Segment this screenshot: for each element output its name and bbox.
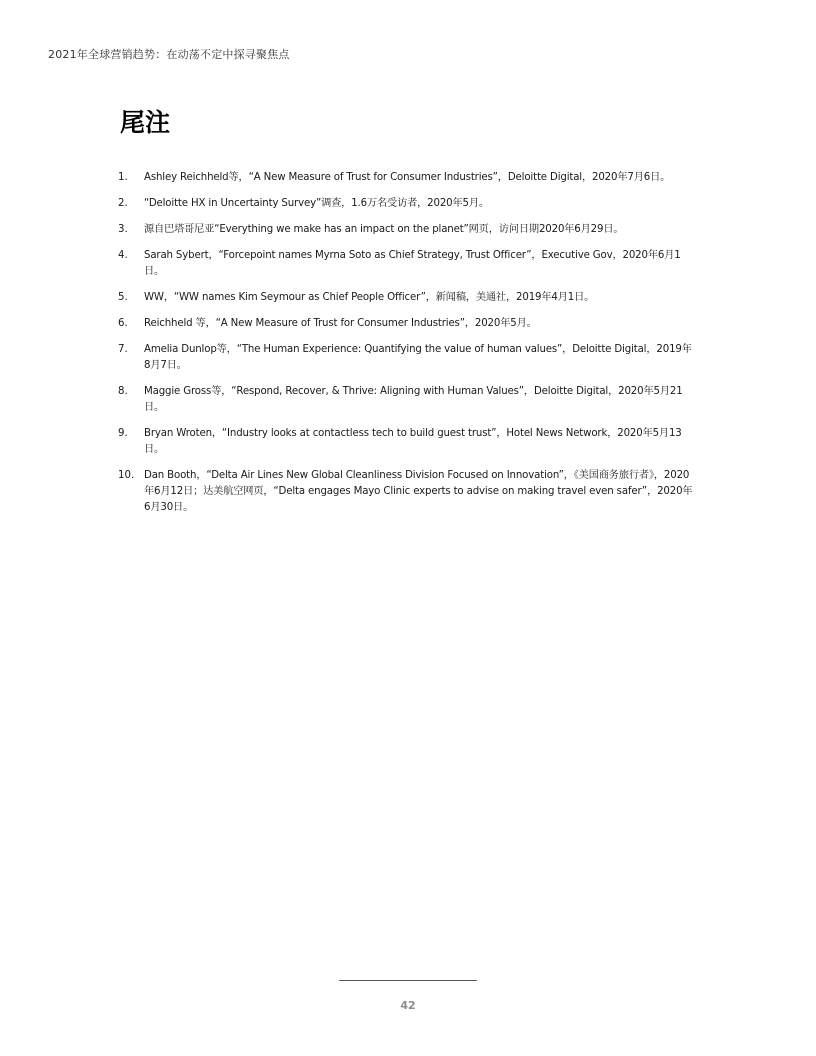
endnote-text: Sarah Sybert，“Forcepoint names Myrna Soto as Chief Strategy, Trust Officer”，Executive Gov，2020年6月1日。	[144, 250, 681, 277]
endnote-text: Bryan Wroten，“Industry looks at contactless tech to build guest trust”，Hotel News Network，2020年5月13日。	[144, 428, 682, 455]
endnote-text: Amelia Dunlop等，“The Human Experience: Quantifying the value of human values”，Deloitte Digital，2019年8月7日。	[144, 344, 692, 371]
endnote-number: 9.	[118, 428, 128, 439]
endnote-item	[118, 196, 698, 212]
endnote-number: 8.	[118, 386, 128, 397]
endnotes-list	[118, 170, 698, 526]
endnote-number: 10.	[118, 470, 135, 481]
endnote-item	[118, 248, 698, 280]
endnote-number: 6.	[118, 318, 128, 329]
endnote-number: 5.	[118, 292, 128, 303]
endnote-item	[118, 426, 698, 458]
endnote-item	[118, 342, 698, 374]
endnote-item	[118, 170, 698, 186]
page-title: 尾注	[120, 108, 171, 137]
endnote-item	[118, 468, 698, 516]
endnote-number: 3.	[118, 224, 128, 235]
endnote-item	[118, 290, 698, 306]
running-header: 2021年全球营销趋势：在动荡不定中探寻聚焦点	[48, 48, 290, 61]
endnote-item	[118, 384, 698, 416]
endnote-number: 2.	[118, 198, 128, 209]
endnote-text: Reichheld 等，“A New Measure of Trust for Consumer Industries”，2020年5月。	[144, 318, 537, 329]
endnote-text: 源自巴塔哥尼亚“Everything we make has an impact on the planet”网页，访问日期2020年6月29日。	[144, 224, 624, 235]
endnote-text: Ashley Reichheld等，“A New Measure of Trust for Consumer Industries”，Deloitte Digital，2020年7月6日。	[144, 172, 671, 183]
endnote-item	[118, 222, 698, 238]
footer-divider	[339, 980, 477, 981]
endnote-number: 4.	[118, 250, 128, 261]
endnote-text: “Deloitte HX in Uncertainty Survey”调查，1.6万名受访者，2020年5月。	[144, 198, 489, 209]
endnote-item	[118, 316, 698, 332]
endnote-number: 7.	[118, 344, 128, 355]
endnote-text: WW，“WW names Kim Seymour as Chief People Officer”，新闻稿，美通社，2019年4月1日。	[144, 292, 595, 303]
page-number: 42	[400, 999, 416, 1012]
endnote-text: Maggie Gross等，“Respond, Recover, & Thrive: Aligning with Human Values”，Deloitte Digital，2020年5月21日。	[144, 386, 683, 413]
endnote-number: 1.	[118, 172, 128, 183]
endnote-text: Dan Booth，“Delta Air Lines New Global Cleanliness Division Focused on Innovation”，《美国商务旅行者》，2020年6月12日；达美航空网页，“Delta engages Mayo Clinic experts to advise on making travel even safer”，2020年6月30日。	[144, 470, 693, 513]
